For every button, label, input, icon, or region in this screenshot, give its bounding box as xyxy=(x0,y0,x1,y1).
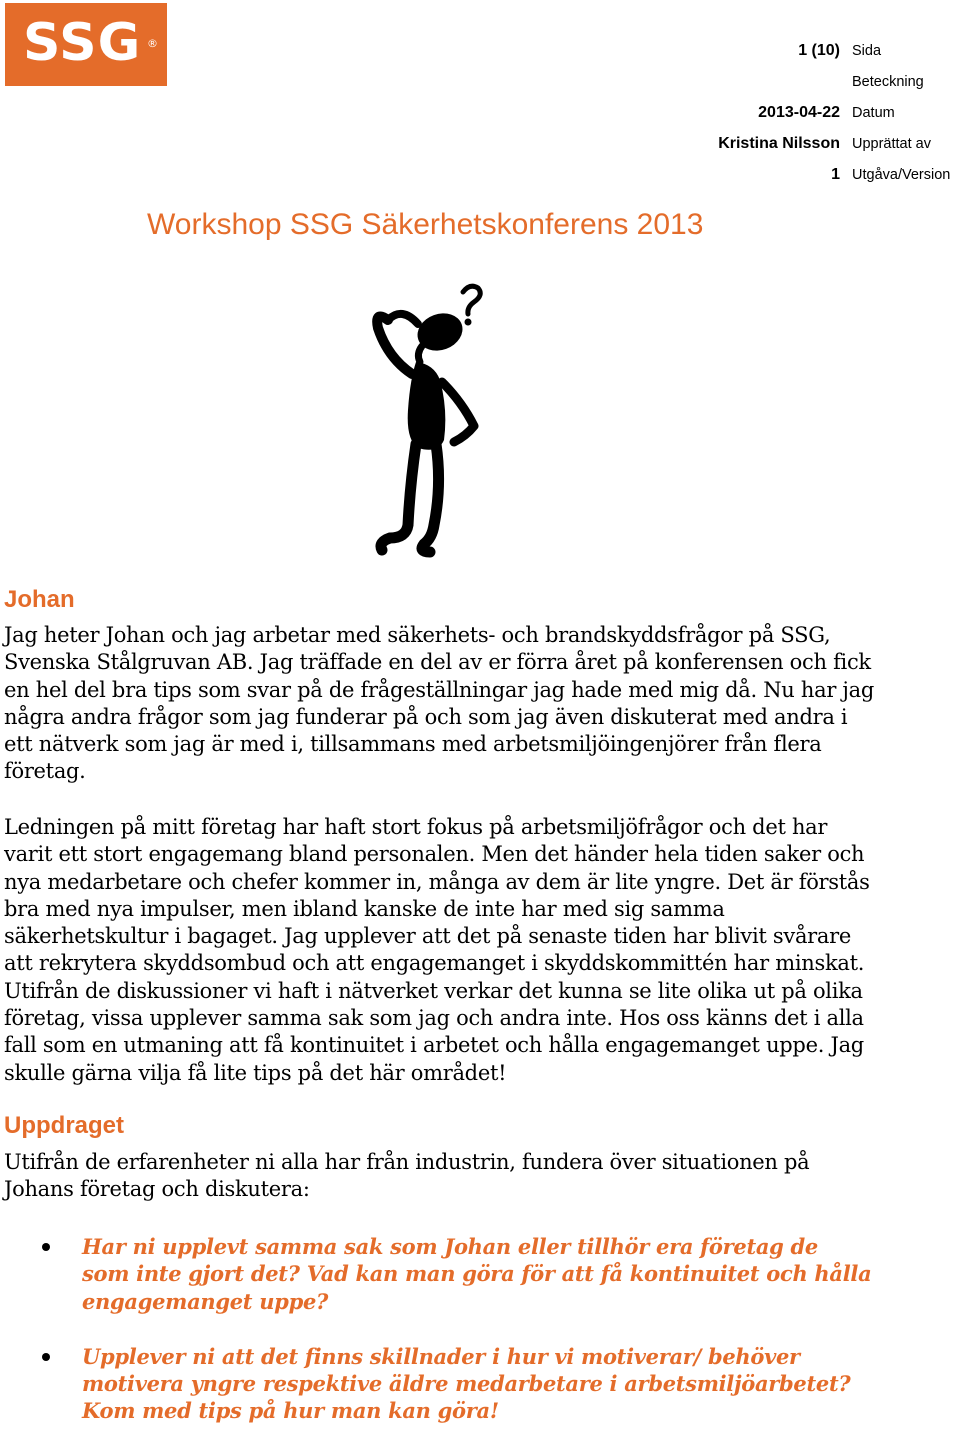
meta-row-page xyxy=(580,35,958,66)
author-label: Upprättat av xyxy=(852,135,931,152)
date-label: Datum xyxy=(852,104,895,121)
paragraph-background: Ledningen på mitt företag har haft stort fokus på arbetsmiljöfrågor och det har varit ett stort engagemang bland personalen. Men det händer hela tiden saker och nya medarbetare och chefer kommer in, många av dem är lite yngre. Det är förstås bra med nya impulser, men ibland kanske de inte har med sig samma säkerhetskultur i bagaget. Jag upplever att det på senaste tiden har blivit svårare att rekrytera skyddsombud och att engagemanget i skyddskommittén har minskat. Utifrån de diskussioner vi haft i nätverket verkar det kunna se lite olika ut på olika företag, vissa upplever samma sak som jag och andra inte. Hos oss känns det i alla fall som en utmaning att få kontinuitet i arbetet och hålla engagemanget uppe. Jag skulle gärna vilja få lite tips på det här området! xyxy=(4,815,870,1085)
registered-mark: ® xyxy=(147,37,158,50)
thinking-person-icon xyxy=(360,280,500,566)
question-text: Upplever ni att det finns skillnader i hur vi motiverar/ behöver motivera yngre respektive äldre medarbetare i arbetsmiljöarbetet? Kom med tips på hur man kan göra! xyxy=(82,1343,851,1424)
meta-row-date xyxy=(580,97,958,128)
meta-row-version xyxy=(580,159,958,190)
page-number: 1 (10) xyxy=(798,41,840,59)
heading-uppdraget: Uppdraget xyxy=(4,1112,124,1139)
author-value: Kristina Nilsson xyxy=(718,134,840,152)
bullet-dot xyxy=(42,1353,50,1361)
bullet-dot xyxy=(42,1243,50,1251)
meta-row-author xyxy=(580,128,958,159)
date-value: 2013-04-22 xyxy=(758,103,840,121)
meta-row-designation xyxy=(580,66,958,97)
heading-johan: Johan xyxy=(4,586,75,613)
designation-label: Beteckning xyxy=(852,73,924,90)
paragraph-intro: Jag heter Johan och jag arbetar med säkerhets- och brandskyddsfrågor på SSG, Svenska Stålgruvan AB. Jag träffade en del av er förra året på konferensen och fick en hel del bra tips som svar på de frågeställningar jag hade med mig då. Nu har jag några andra frågor som jag funderar på och som jag även diskuterat med andra i ett nätverk som jag är med i, tillsammans med arbetsmiljöingenjörer från flera företag. xyxy=(4,623,875,784)
paragraph-assignment: Utifrån de erfarenheter ni alla har från industrin, fundera över situationen på Johans företag och diskutera: xyxy=(4,1150,810,1202)
page-label: Sida xyxy=(852,42,882,59)
list-item xyxy=(0,1343,900,1425)
version-value: 1 xyxy=(831,165,840,183)
document-title: Workshop SSG Säkerhetskonferens 2013 xyxy=(147,208,704,241)
document-meta xyxy=(580,35,958,190)
question-list xyxy=(0,1233,900,1453)
ssg-logo xyxy=(5,3,167,86)
list-item xyxy=(0,1233,900,1315)
logo-text: SSG xyxy=(23,13,142,73)
question-text: Har ni upplevt samma sak som Johan eller tillhör era företag de som inte gjort det? Vad kan man göra för att få kontinuitet och hålla engagemanget uppe? xyxy=(82,1234,872,1314)
version-label: Utgåva/Version xyxy=(852,166,951,183)
